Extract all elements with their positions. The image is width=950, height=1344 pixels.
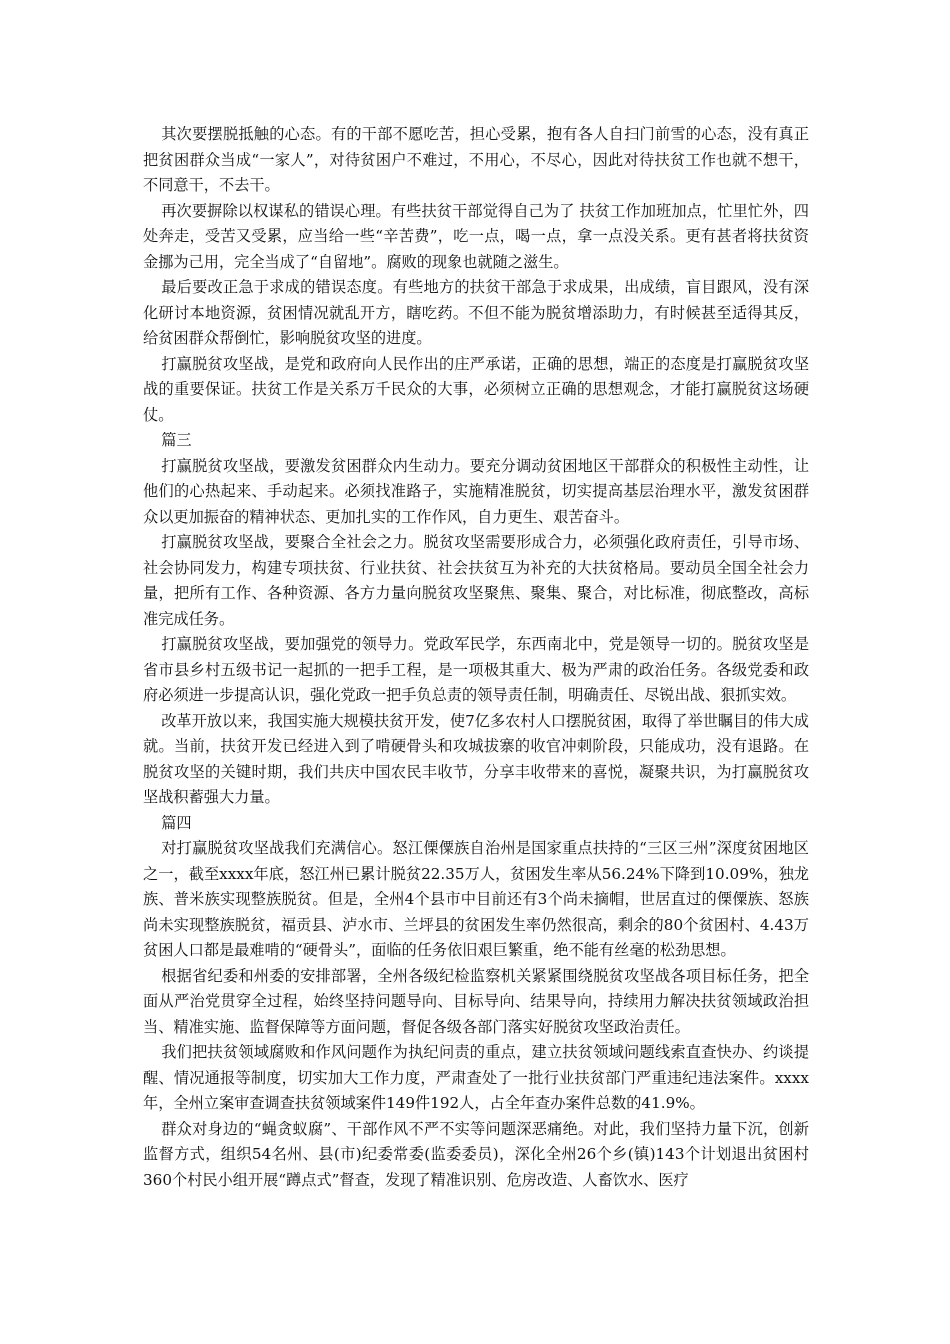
paragraph: 群众对身边的“蝇贪蚁腐”、干部作风不严不实等问题深恶痛绝。对此，我们坚持力量下沉，创新监督方式，组织54名州、县(市)纪委常委(监委委员)，深化全州26个乡(镇)143个计划退出贫困村360个村民小组开展“蹲点式”督查，发现了精准识别、危房改造、人畜饮水、医疗: [143, 1119, 809, 1189]
paragraph: 打赢脱贫攻坚战，要聚合全社会之力。脱贫攻坚需要形成合力，必须强化政府责任，引导市场、社会协同发力，构建专项扶贫、行业扶贫、社会扶贫互为补充的大扶贫格局。要动员全国全社会力量，把所有工作、各种资源、各方力量向脱贫攻坚聚焦、聚集、聚合，对比标准，彻底整改，高标准完成任务。: [143, 533, 809, 628]
paragraph: 其次要摆脱抵触的心态。有的干部不愿吃苦，担心受累，抱有各人自扫门前雪的心态，没有真正把贫困群众当成“一家人”，对待贫困户不难过，不用心，不尽心，因此对待扶贫工作也就不想干，不同意干，不去干。: [143, 125, 809, 194]
document-body: [143, 122, 809, 1193]
paragraph: 改革开放以来，我国实施大规模扶贫开发，使7亿多农村人口摆脱贫困，取得了举世瞩目的伟大成就。当前，扶贫开发已经进入到了啃硬骨头和攻城拔寨的收官冲刺阶段，只能成功，没有退路。在脱贫攻坚的关键时期，我们共庆中国农民丰收节，分享丰收带来的喜悦，凝聚共识，为打赢脱贫攻坚战积蓄强大力量。: [143, 711, 809, 806]
paragraph: 根据省纪委和州委的安排部署，全州各级纪检监察机关紧紧围绕脱贫攻坚战各项目标任务，把全面从严治党贯穿全过程，始终坚持问题导向、目标导向、结果导向，持续用力解决扶贫领域政治担当、精准实施、监督保障等方面问题，督促各级各部门落实好脱贫攻坚政治责任。: [143, 966, 809, 1036]
paragraph: 我们把扶贫领域腐败和作风问题作为执纪问责的重点，建立扶贫领域问题线索直查快办、约谈提醒、情况通报等制度，切实加大工作力度，严肃查处了一批行业扶贫部门严重违纪违法案件。xxxx年，全州立案审查调查扶贫领域案件149件192人，占全年查办案件总数的41.9%。: [143, 1043, 809, 1112]
paragraph: 打赢脱贫攻坚战，要激发贫困群众内生动力。要充分调动贫困地区干部群众的积极性主动性，让他们的心热起来、手动起来。必须找准路子，实施精准脱贫，切实提高基层治理水平，激发贫困群众以更加振奋的精神状态、更加扎实的工作作风，自力更生、艰苦奋斗。: [143, 456, 809, 526]
paragraph: 打赢脱贫攻坚战，是党和政府向人民作出的庄严承诺，正确的思想，端正的态度是打赢脱贫攻坚战的重要保证。扶贫工作是关系万千民众的大事，必须树立正确的思想观念，才能打赢脱贫这场硬仗。: [143, 354, 809, 424]
paragraph: 再次要摒除以权谋私的错误心理。有些扶贫干部觉得自己为了 扶贫工作加班加点，忙里忙外，四处奔走，受苦又受累，应当给一些“辛苦费”，吃一点，喝一点，拿一点没关系。更有甚者将扶贫资金挪为己用，完全当成了“自留地”。腐败的现象也就随之滋生。: [143, 201, 809, 271]
section-heading: 篇四: [161, 813, 192, 832]
paragraph: 打赢脱贫攻坚战，要加强党的领导力。党政军民学，东西南北中，党是领导一切的。脱贫攻坚是省市县乡村五级书记一起抓的一把手工程，是一项极其重大、极为严肃的政治任务。各级党委和政府必须进一步提高认识，强化党政一把手负总责的领导责任制，明确责任、尽锐出战、狠抓实效。: [143, 635, 809, 704]
paragraph: 最后要改正急于求成的错误态度。有些地方的扶贫干部急于求成果，出成绩，盲目跟风，没有深化研讨本地资源，贫困情况就乱开方，瞎吃药。不但不能为脱贫增添助力，有时候甚至适得其反，给贫困群众帮倒忙，影响脱贫攻坚的进度。: [143, 278, 809, 347]
section-heading: 篇三: [161, 431, 192, 449]
paragraph: 对打赢脱贫攻坚战我们充满信心。怒江傈僳族自治州是国家重点扶持的“三区三州”深度贫困地区之一，截至xxxx年底，怒江州已累计脱贫22.35万人，贫困发生率从56.24%下降到10.09%，独龙族、普米族实现整族脱贫。但是，全州4个县市中目前还有3个尚未摘帽，世居直过的傈僳族、怒族尚未实现整族脱贫，福贡县、泸水市、兰坪县的贫困发生率仍然很高，剩余的80个贫困村、4.43万贫困人口都是最难啃的“硬骨头”，面临的任务依旧艰巨繁重，绝不能有丝毫的松劲思想。: [143, 839, 809, 959]
